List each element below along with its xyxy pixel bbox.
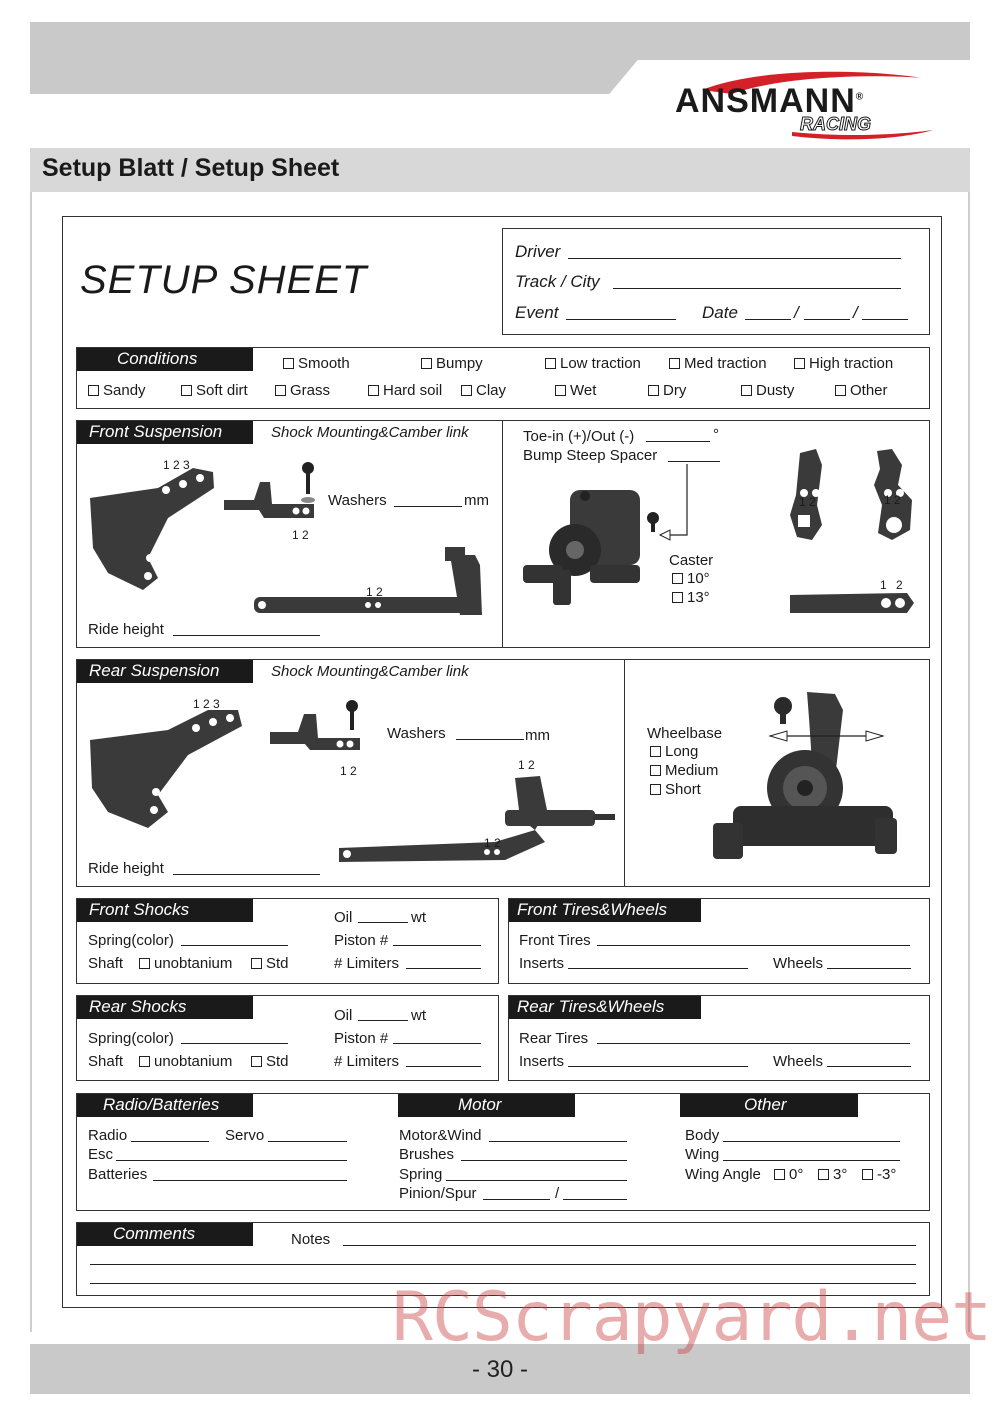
radio-servo-field[interactable] bbox=[268, 1141, 347, 1142]
fs-shaft-std[interactable]: Std bbox=[251, 955, 289, 972]
checkbox[interactable] bbox=[283, 358, 294, 369]
caster-13[interactable]: 13° bbox=[672, 589, 710, 606]
radio-radio-field[interactable] bbox=[131, 1141, 209, 1142]
spacer-bar-holes: 1 2 bbox=[880, 578, 903, 592]
date-day-field[interactable] bbox=[745, 319, 791, 320]
ft-inserts-field[interactable] bbox=[568, 968, 748, 969]
checkbox[interactable] bbox=[181, 385, 192, 396]
caster-label: Caster bbox=[669, 552, 714, 569]
motor-spring-field[interactable] bbox=[446, 1180, 627, 1181]
rear-tires-label: Rear Tires&Wheels bbox=[509, 996, 701, 1019]
track-label: Track / City bbox=[515, 272, 600, 291]
fs-shaft-unobtanium[interactable]: unobtanium bbox=[139, 955, 232, 972]
fs-spring-label: Spring(color) bbox=[88, 932, 174, 949]
front-camber-link-icon bbox=[224, 460, 324, 530]
cond-wet[interactable]: Wet bbox=[555, 382, 596, 399]
rear-hub-icon bbox=[705, 688, 905, 868]
cond-hard-soil[interactable]: Hard soil bbox=[368, 382, 442, 399]
wheelbase-label: Wheelbase bbox=[647, 725, 723, 742]
radio-radio-label: Radio bbox=[88, 1127, 128, 1144]
front-arm-holes: 1 2 bbox=[366, 585, 383, 599]
checkbox[interactable] bbox=[421, 358, 432, 369]
rt-tires-field[interactable] bbox=[597, 1043, 910, 1044]
rs-oil-field[interactable] bbox=[358, 1020, 408, 1021]
ft-tires-field[interactable] bbox=[597, 945, 910, 946]
checkbox[interactable] bbox=[251, 1056, 262, 1067]
rear-washers-label: Washers bbox=[387, 725, 446, 742]
rt-tires-label: Rear Tires bbox=[519, 1030, 589, 1047]
motor-pinion-label: Pinion/Spur bbox=[399, 1185, 477, 1202]
spacer-left-holes: 1 2 bbox=[799, 495, 816, 509]
spacer-right-holes: 1 2 bbox=[884, 493, 901, 507]
checkbox[interactable] bbox=[650, 784, 661, 795]
rear-shock-mount-label: Shock Mounting&Camber link bbox=[271, 663, 469, 680]
radio-esc-field[interactable] bbox=[116, 1160, 347, 1161]
brand-sub: RACING bbox=[800, 114, 871, 134]
motor-wind-field[interactable] bbox=[489, 1141, 627, 1142]
cond-bumpy[interactable]: Bumpy bbox=[421, 355, 483, 372]
other-label: Other bbox=[680, 1094, 858, 1117]
front-arm-icon bbox=[250, 545, 495, 620]
fs-limiters-label: # Limiters bbox=[334, 955, 400, 972]
cond-grass[interactable]: Grass bbox=[275, 382, 330, 399]
front-ride-height-field[interactable] bbox=[173, 635, 320, 636]
fs-piston-label: Piston # bbox=[334, 932, 389, 949]
date-sep-1: / bbox=[794, 303, 799, 322]
radio-servo-label: Servo bbox=[225, 1127, 265, 1144]
wheelbase-short[interactable]: Short bbox=[650, 781, 701, 798]
date-month-field[interactable] bbox=[804, 319, 850, 320]
wheelbase-medium[interactable]: Medium bbox=[650, 762, 718, 779]
toe-deg: ° bbox=[713, 426, 719, 443]
rt-wheels-field[interactable] bbox=[827, 1066, 911, 1067]
front-hub-carrier-icon bbox=[515, 460, 695, 610]
toe-field[interactable] bbox=[646, 441, 710, 442]
brand-logo: ANSMANN® bbox=[675, 82, 865, 120]
cond-high-traction[interactable]: High traction bbox=[794, 355, 893, 372]
other-wing-field[interactable] bbox=[723, 1160, 900, 1161]
checkbox[interactable] bbox=[251, 958, 262, 969]
notes-line-2[interactable] bbox=[90, 1264, 916, 1265]
other-body-label: Body bbox=[685, 1127, 720, 1144]
checkbox[interactable] bbox=[741, 385, 752, 396]
front-washers-field[interactable] bbox=[394, 506, 462, 507]
wing-angle-3[interactable]: 3° bbox=[818, 1166, 847, 1183]
motor-brushes-field[interactable] bbox=[461, 1160, 627, 1161]
fs-oil-label: Oil bbox=[334, 909, 353, 926]
front-shock-mount-label: Shock Mounting&Camber link bbox=[271, 424, 469, 441]
ft-wheels-field[interactable] bbox=[827, 968, 911, 969]
rear-upright-holes: 1 2 bbox=[518, 758, 535, 772]
rs-limiters-label: # Limiters bbox=[334, 1053, 400, 1070]
rear-shock-tower-icon bbox=[88, 700, 248, 830]
front-washers-label: Washers bbox=[328, 492, 387, 509]
rear-link-holes: 1 2 bbox=[340, 764, 357, 778]
front-ride-height-label: Ride height bbox=[88, 621, 164, 638]
rs-oil-label: Oil bbox=[334, 1007, 353, 1024]
other-wing-angle-label: Wing Angle bbox=[685, 1166, 761, 1183]
ft-inserts-label: Inserts bbox=[519, 955, 565, 972]
checkbox[interactable] bbox=[650, 746, 661, 757]
wing-angle-0[interactable]: 0° bbox=[774, 1166, 803, 1183]
checkbox[interactable] bbox=[88, 385, 99, 396]
rs-piston-field[interactable] bbox=[393, 1043, 481, 1044]
fs-limiters-field[interactable] bbox=[406, 968, 481, 969]
cond-dusty[interactable]: Dusty bbox=[741, 382, 794, 399]
checkbox[interactable] bbox=[368, 385, 379, 396]
cond-clay[interactable]: Clay bbox=[461, 382, 506, 399]
front-divider bbox=[502, 420, 503, 648]
rear-arm-holes: 1 2 bbox=[484, 836, 501, 850]
rs-limiters-field[interactable] bbox=[406, 1066, 481, 1067]
date-label: Date bbox=[702, 303, 738, 322]
rear-suspension-label: Rear Suspension bbox=[77, 660, 253, 683]
rt-inserts-label: Inserts bbox=[519, 1053, 565, 1070]
front-tires-label: Front Tires&Wheels bbox=[509, 899, 701, 922]
rear-ride-height-field[interactable] bbox=[173, 874, 320, 875]
front-shocks-label: Front Shocks bbox=[77, 899, 253, 922]
fs-wt: wt bbox=[411, 909, 426, 926]
rt-wheels-label: Wheels bbox=[773, 1053, 824, 1070]
rear-divider bbox=[624, 659, 625, 887]
conditions-label: Conditions bbox=[77, 348, 253, 371]
checkbox[interactable] bbox=[835, 385, 846, 396]
notes-label: Notes bbox=[291, 1231, 331, 1248]
motor-spur-field[interactable] bbox=[563, 1199, 627, 1200]
checkbox[interactable] bbox=[275, 385, 286, 396]
checkbox[interactable] bbox=[139, 1056, 150, 1067]
driver-field[interactable] bbox=[568, 258, 901, 259]
checkbox[interactable] bbox=[774, 1169, 785, 1180]
cond-smooth[interactable]: Smooth bbox=[283, 355, 350, 372]
track-field[interactable] bbox=[613, 288, 901, 289]
ft-tires-label: Front Tires bbox=[519, 932, 591, 949]
fs-shaft-label: Shaft bbox=[88, 955, 124, 972]
checkbox[interactable] bbox=[672, 573, 683, 584]
front-shock-tower-icon bbox=[88, 458, 218, 593]
wheelbase-long[interactable]: Long bbox=[650, 743, 698, 760]
checkbox[interactable] bbox=[545, 358, 556, 369]
checkbox[interactable] bbox=[669, 358, 680, 369]
notes-line-1[interactable] bbox=[343, 1245, 916, 1246]
front-link-holes: 1 2 bbox=[292, 528, 309, 542]
rear-camber-link-icon bbox=[270, 700, 370, 770]
cond-other[interactable]: Other bbox=[835, 382, 888, 399]
date-sep-2: / bbox=[853, 303, 858, 322]
rs-spring-field[interactable] bbox=[181, 1043, 288, 1044]
motor-wind-label: Motor&Wind bbox=[399, 1127, 482, 1144]
rear-tower-holes: 1 2 3 bbox=[193, 697, 220, 711]
other-body-field[interactable] bbox=[723, 1141, 900, 1142]
checkbox[interactable] bbox=[672, 592, 683, 603]
checkbox[interactable] bbox=[139, 958, 150, 969]
rs-shaft-label: Shaft bbox=[88, 1053, 124, 1070]
rs-shaft-std[interactable]: Std bbox=[251, 1053, 289, 1070]
rs-wt: wt bbox=[411, 1007, 426, 1024]
radio-batteries-label: Batteries bbox=[88, 1166, 148, 1183]
cond-sandy[interactable]: Sandy bbox=[88, 382, 146, 399]
front-tower-holes: 1 2 3 bbox=[163, 458, 190, 472]
fs-piston-field[interactable] bbox=[393, 945, 481, 946]
rt-inserts-field[interactable] bbox=[568, 1066, 748, 1067]
cond-dry[interactable]: Dry bbox=[648, 382, 686, 399]
rear-washers-field[interactable] bbox=[456, 739, 524, 740]
bump-label: Bump Steep Spacer bbox=[523, 447, 658, 464]
toe-label: Toe-in (+)/Out (-) bbox=[523, 428, 635, 445]
rear-washers-mm: mm bbox=[525, 727, 550, 744]
fs-spring-field[interactable] bbox=[181, 945, 288, 946]
date-year-field[interactable] bbox=[862, 319, 908, 320]
rs-shaft-unobtanium[interactable]: unobtanium bbox=[139, 1053, 232, 1070]
ft-wheels-label: Wheels bbox=[773, 955, 824, 972]
bump-spacer-parts-icon bbox=[782, 445, 922, 625]
checkbox[interactable] bbox=[862, 1169, 873, 1180]
event-label: Event bbox=[515, 303, 559, 322]
driver-label: Driver bbox=[515, 242, 561, 261]
other-wing-label: Wing bbox=[685, 1146, 720, 1163]
checkbox[interactable] bbox=[794, 358, 805, 369]
cond-low-traction[interactable]: Low traction bbox=[545, 355, 641, 372]
rear-arm-icon bbox=[335, 770, 620, 870]
watermark: RCScrapyard.net bbox=[392, 1278, 992, 1357]
rear-ride-height-label: Ride height bbox=[88, 860, 164, 877]
fs-oil-field[interactable] bbox=[358, 922, 408, 923]
radio-batteries-field[interactable] bbox=[153, 1180, 347, 1181]
checkbox[interactable] bbox=[648, 385, 659, 396]
checkbox[interactable] bbox=[461, 385, 472, 396]
page-title: Setup Blatt / Setup Sheet bbox=[42, 154, 340, 182]
checkbox[interactable] bbox=[650, 765, 661, 776]
motor-pinion-field[interactable] bbox=[483, 1199, 550, 1200]
comments-label: Comments bbox=[77, 1223, 253, 1246]
radio-label: Radio/Batteries bbox=[77, 1094, 253, 1117]
rear-shocks-label: Rear Shocks bbox=[77, 996, 253, 1019]
cond-soft-dirt[interactable]: Soft dirt bbox=[181, 382, 248, 399]
cond-med-traction[interactable]: Med traction bbox=[669, 355, 767, 372]
sheet-title: SETUP SHEET bbox=[80, 258, 368, 302]
front-washers-mm: mm bbox=[464, 492, 489, 509]
checkbox[interactable] bbox=[555, 385, 566, 396]
checkbox[interactable] bbox=[818, 1169, 829, 1180]
rs-piston-label: Piston # bbox=[334, 1030, 389, 1047]
rs-spring-label: Spring(color) bbox=[88, 1030, 174, 1047]
radio-esc-label: Esc bbox=[88, 1146, 114, 1163]
motor-spring-label: Spring bbox=[399, 1166, 443, 1183]
caster-10[interactable]: 10° bbox=[672, 570, 710, 587]
front-suspension-label: Front Suspension bbox=[77, 421, 253, 444]
motor-pinion-sep: / bbox=[555, 1185, 560, 1202]
page-number: - 30 - bbox=[471, 1356, 528, 1383]
wing-angle-minus-3[interactable]: -3° bbox=[862, 1166, 896, 1183]
motor-label: Motor bbox=[398, 1094, 575, 1117]
motor-brushes-label: Brushes bbox=[399, 1146, 455, 1163]
event-field[interactable] bbox=[566, 319, 676, 320]
